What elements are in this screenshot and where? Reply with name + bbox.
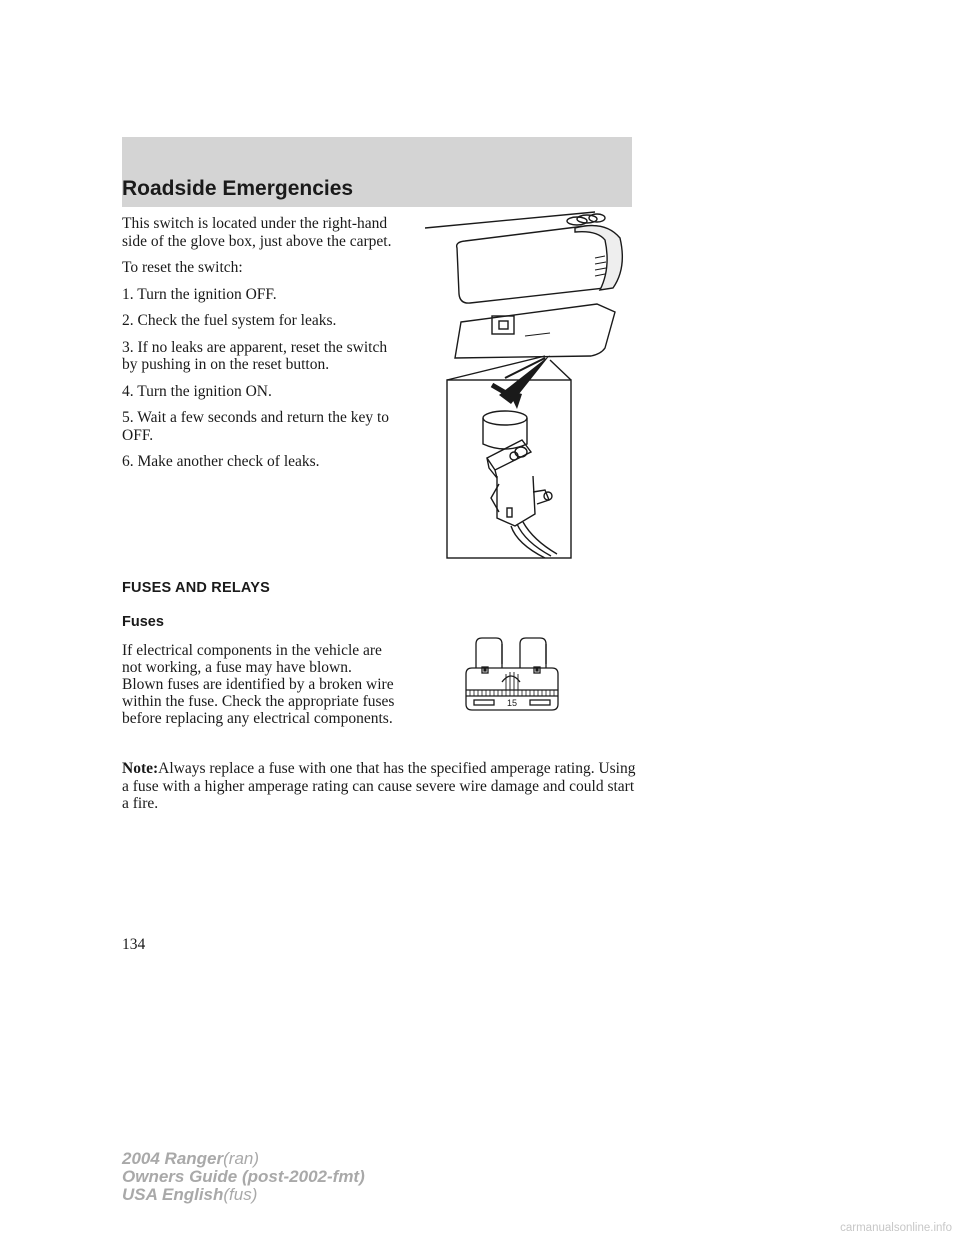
- footer-model-code: (ran): [223, 1149, 260, 1168]
- fuse-amperage-label: 15: [506, 698, 518, 708]
- switch-instructions: [122, 215, 392, 480]
- step-6: 6. Make another check of leaks.: [122, 453, 320, 470]
- blade-fuse-illustration: [462, 634, 562, 719]
- note-label: Note:: [122, 760, 159, 777]
- fuses-paragraph: If electrical components in the vehicle are not working, a fuse may have blown. Blown fuses are identified by a broken wire within the fuse. Check the appropriate fuses before replacing any electrical components.: [122, 642, 395, 727]
- step-1: 1. Turn the ignition OFF.: [122, 285, 277, 303]
- footer-line-3: [122, 1186, 365, 1204]
- inertia-switch-illustration: [425, 208, 650, 563]
- step-2: 2. Check the fuel system for leaks.: [122, 312, 337, 329]
- intro-paragraph: This switch is located under the right-hand side of the glove box, just above the carpet.: [122, 215, 392, 250]
- footer-line-1: [122, 1150, 365, 1168]
- footer-language: USA English: [122, 1185, 224, 1204]
- step-4: 4. Turn the ignition ON.: [122, 382, 272, 400]
- steps-lead: To reset the switch:: [122, 259, 243, 276]
- watermark: carmanualsonline.info: [840, 1222, 952, 1234]
- footer-guide: Owners Guide (post-2002-fmt): [122, 1167, 365, 1186]
- section-heading: FUSES AND RELAYS: [122, 580, 270, 596]
- footer-language-code: (fus): [223, 1185, 258, 1204]
- step-5: 5. Wait a few seconds and return the key to OFF.: [122, 409, 390, 444]
- footer-model: 2004 Ranger: [122, 1149, 224, 1168]
- note-text: Always replace a fuse with one that has the specified amperage rating. Using a fuse with a higher amperage rating can cause severe wire damage and could start a fire.: [122, 760, 636, 812]
- note-paragraph: [122, 760, 642, 813]
- footer-metadata: [122, 1150, 365, 1204]
- page-title: Roadside Emergencies: [122, 177, 354, 200]
- page-number: 134: [122, 936, 146, 953]
- header-band: [122, 137, 632, 207]
- subsection-heading: Fuses: [122, 614, 164, 630]
- step-3: 3. If no leaks are apparent, reset the switch by pushing in on the reset button.: [122, 338, 388, 373]
- footer-line-2: [122, 1168, 365, 1186]
